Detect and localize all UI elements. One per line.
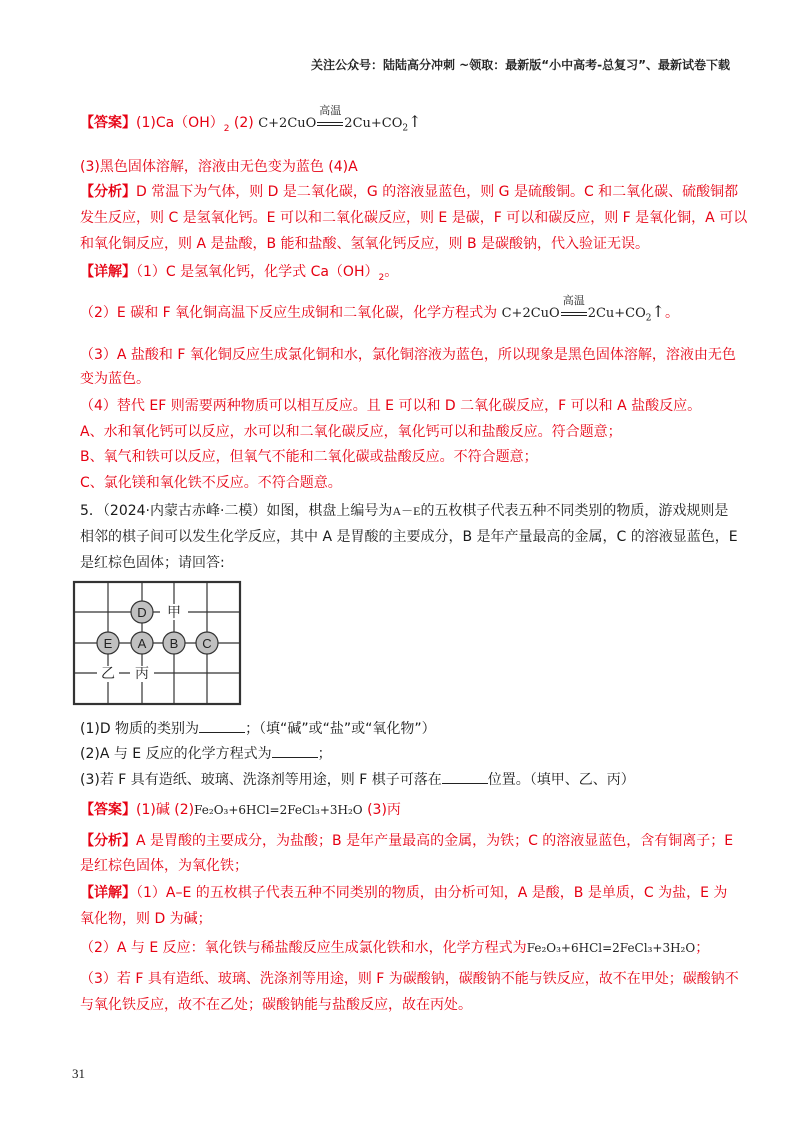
eq2-right: 2Cu+CO [587,306,646,321]
eq-condition [316,104,344,134]
question-5-line-2: 相邻的棋子间可以发生化学反应，其中 A 是胃酸的主要成分，B 是年产量最高的金属，C 的溶液显蓝色，E [80,529,738,545]
answer2-line [80,800,401,820]
piece-a-label: A [137,636,147,651]
piece-b-label: B [169,636,179,651]
sub-question-1-text: (1)D 物质的类别为 [80,721,200,737]
detail-line-3a: （3）A 盐酸和 F 氧化铜反应生成氯化铜和水，氯化铜溶液为蓝色，所以现象是黑色固体溶解，溶液由无色 [80,347,736,363]
sub-question-2 [80,743,332,764]
answer-part-2-label: (2) [229,115,254,131]
eq2-condition [560,294,588,324]
detail-line-3b: 变为蓝色。 [80,371,150,387]
analysis2-line-2: 是红棕色固体，为氧化铁； [80,858,248,874]
piece-e [97,632,119,654]
sub-question-1 [80,718,436,739]
detail-text-2-end: 。 [664,305,679,321]
equation-iron-oxide-hcl: Fe₂O₃+6HCl=2FeCl₃+3H₂O [194,803,363,817]
sub-question-3 [80,769,635,790]
eq-condition-text: 高温 [319,104,342,117]
detail-text-2: （2）E 碳和 F 氧化铜高温下反应生成铜和二氧化碳，化学方程式为 [80,305,498,321]
analysis-line-2: 发生反应，则 C 是氢氧化钙。E 可以和二氧化碳反应，则 E 是碳，F 可以和碳反应，则 F 是氧化铜，A 可以 [80,210,748,226]
equation-iron-oxide-hcl-2: Fe₂O₃+6HCl=2FeCl₃+3H₂O [526,941,696,955]
answer2-part-3: (3)丙 [362,802,401,818]
answer2-part-1: (1)碱 [136,802,170,818]
analysis2-tag: 【分析】 [80,833,136,849]
answer-part-1: (1)Ca（OH） [136,115,224,131]
analysis2-line-1 [80,831,733,851]
q5-range: A－E [392,504,421,518]
gas-arrow-icon: ↑ [408,112,422,131]
answer-line-1 [80,104,422,139]
eq2-right-sub: 2 [645,313,652,324]
detail-text-1-end: 。 [384,264,399,280]
analysis-line-3: 和氧化铜反应，则 A 是盐酸，B 能和盐酸、氢氧化钙反应，则 B 是碳酸钠，代入验证无误。 [80,236,650,252]
sub-question-2-end: ； [317,746,332,762]
piece-e-label: E [103,636,113,651]
detail2-line-5: 与氧化铁反应，故不在乙处；碳酸钠能与盐酸反应，故在丙处。 [80,997,472,1013]
blank-1[interactable] [199,718,245,733]
analysis-tag: 【分析】 [80,184,136,200]
detail-line-2 [80,294,679,329]
option-a: A、水和氧化钙可以反应，水可以和二氧化碳反应，氧化钙可以和盐酸反应。符合题意； [80,424,622,440]
piece-c [196,632,218,654]
detail-text-1-sub: 2 [378,272,385,283]
answer2-part-2-label: (2) [169,802,195,818]
equation-carbon-copper-oxide [258,104,422,139]
detail-text-1: （1）C 是氢氧化钙，化学式 Ca（OH） [136,264,379,280]
eq2-left: C+2CuO [501,306,560,321]
position-bing: 丙 [135,665,149,681]
blank-2[interactable] [272,743,318,758]
answer-line-2: (3)黑色固体溶解，溶液由无色变为蓝色 (4)A [80,159,358,175]
sub-question-2-text: (2)A 与 E 反应的化学方程式为 [80,746,272,762]
piece-c-label: C [202,636,212,651]
chess-pieces [97,601,218,654]
piece-a [131,632,153,654]
detail2-text-3-end: ； [695,940,710,956]
option-b: B、氧气和铁可以反应，但氧气不能和二氧化碳或盐酸反应。不符合题意； [80,449,538,465]
eq-right: 2Cu+CO [344,116,403,131]
detail-tag: 【详解】 [80,264,136,280]
q5-text-1: 5．（2024·内蒙古赤峰·二模）如图，棋盘上编号为 [80,503,393,519]
chess-board-figure [72,580,244,706]
gas-arrow-icon-2: ↑ [651,302,665,321]
position-yi: 乙 [101,665,115,681]
page-number: 31 [72,1066,85,1081]
position-jia: 甲 [167,604,181,620]
detail2-text-1: （1）A–E 的五枚棋子代表五种不同类别的物质，由分析可知，A 是酸，B 是单质，C 为盐，E 为 [136,885,728,901]
analysis2-text-1: A 是胃酸的主要成分，为盐酸；B 是年产量最高的金属，为铁；C 的溶液显蓝色，含有铜离子；E [136,833,734,849]
analysis-line-1 [80,182,738,202]
eq-left: C+2CuO [258,116,317,131]
answer2-tag: 【答案】 [80,802,136,818]
detail2-text-3: （2）A 与 E 反应：氧化铁与稀盐酸反应生成氯化铁和水，化学方程式为 [80,940,527,956]
page-header: 关注公众号：陆陆高分冲刺 ~领取：最新版“小中高考-总复习”、最新试卷下载 [311,58,730,72]
detail2-line-2: 氧化物，则 D 为碱； [80,911,212,927]
option-c: C、氯化镁和氧化铁不反应。不符合题意。 [80,475,342,491]
detail-line-1 [80,262,398,288]
answer-part-1-sub: 2 [223,123,230,134]
detail2-line-1 [80,883,727,903]
sub-question-3-hint: 位置。（填甲、乙、丙） [487,772,635,788]
detail2-line-4: （3）若 F 具有造纸、玻璃、洗涤剂等用途，则 F 为碳酸钠，碳酸钠不能与铁反应，故不在甲处；碳酸钠不 [80,971,739,987]
answer-tag: 【答案】 [80,115,136,131]
eq2-condition-text: 高温 [562,294,585,307]
detail2-line-3 [80,938,709,958]
piece-d [131,601,153,623]
eq-right-sub: 2 [402,123,409,134]
detail-line-4: （4）替代 EF 则需要两种物质可以相互反应。且 E 可以和 D 二氧化碳反应，F 可以和 A 盐酸反应。 [80,398,702,414]
detail2-tag: 【详解】 [80,885,136,901]
equation-carbon-copper-oxide-2 [501,294,665,329]
sub-question-1-hint: ；（填“碱”或“盐”或“氧化物”） [245,721,436,737]
piece-d-label: D [137,605,147,620]
q5-text-2: 的五枚棋子代表五种不同类别的物质，游戏规则是 [420,503,729,519]
question-5-line-1 [80,501,728,521]
sub-question-3-text: (3)若 F 具有造纸、玻璃、洗涤剂等用途，则 F 棋子可落在 [80,772,442,788]
piece-b [163,632,185,654]
analysis-text-1: D 常温下为气体，则 D 是二氧化碳，G 的溶液显蓝色，则 G 是硫酸铜。C 和二氧化碳、硫酸铜都 [136,184,739,200]
question-5-line-3: 是红棕色固体；请回答: [80,555,225,571]
blank-3[interactable] [442,769,488,784]
